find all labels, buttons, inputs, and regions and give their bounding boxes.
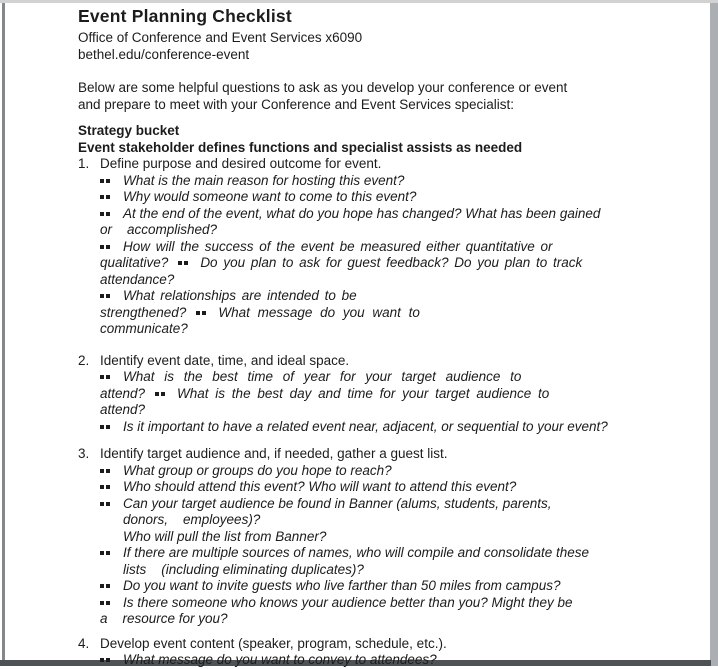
question-line xyxy=(100,402,702,419)
double-square-bullet-icon xyxy=(100,652,110,669)
double-square-bullet-icon xyxy=(100,369,110,386)
item-heading xyxy=(78,636,702,653)
question-text: Do you plan to ask for guest feedback? Do you plan to track xyxy=(200,255,583,270)
double-square-bullet-icon xyxy=(196,305,206,322)
question-line xyxy=(100,321,702,338)
question-text: What relationships are intended to be xyxy=(123,288,357,303)
question-line xyxy=(100,272,702,289)
item-number: 3. xyxy=(78,446,90,461)
square-glyph xyxy=(161,392,165,396)
question-text: attend? xyxy=(100,385,146,401)
square-glyph xyxy=(100,425,104,429)
square-glyph xyxy=(100,502,104,506)
square-glyph xyxy=(196,311,200,315)
question-text: What is the main reason for hosting this event? xyxy=(123,172,405,188)
square-glyph xyxy=(106,551,110,555)
square-glyph xyxy=(100,601,104,605)
question-line xyxy=(100,578,702,595)
square-glyph xyxy=(100,212,104,216)
intro-line-2: and prepare to meet with your Conference and Event Services specialist: xyxy=(78,96,514,112)
question-line xyxy=(100,288,702,305)
double-square-bullet-icon xyxy=(100,288,110,305)
question-text: communicate? xyxy=(100,321,188,336)
question-line xyxy=(100,222,702,239)
question-line xyxy=(100,369,702,386)
checklist-item xyxy=(78,636,702,669)
square-glyph xyxy=(100,375,104,379)
item-number: 2. xyxy=(78,352,90,368)
square-glyph xyxy=(100,245,104,249)
strategy-heading: Strategy bucket xyxy=(78,123,180,138)
square-glyph xyxy=(106,601,110,605)
question-text: What is the best time of year for your target audience to xyxy=(123,369,522,384)
question-text: What is the best day and time for your target audience to xyxy=(177,385,550,401)
double-square-bullet-icon xyxy=(100,496,110,513)
question-text: Is there someone who knows your audience better than you? Might they be xyxy=(123,594,573,610)
question-line xyxy=(123,529,702,546)
square-glyph xyxy=(100,485,104,489)
double-square-bullet-icon xyxy=(100,545,110,562)
office-line: Office of Conference and Event Services x6090 xyxy=(78,30,363,45)
question-line xyxy=(100,305,702,322)
square-glyph xyxy=(178,261,182,265)
double-square-bullet-icon xyxy=(100,595,110,612)
square-glyph xyxy=(100,658,104,662)
item-number: 1. xyxy=(78,156,90,171)
question-text: strengthened? xyxy=(100,304,187,320)
question-text: or accomplished? xyxy=(100,222,218,237)
square-glyph xyxy=(106,502,110,506)
question-text: attend? xyxy=(100,402,146,417)
square-glyph xyxy=(106,469,110,473)
intro-paragraph xyxy=(78,80,702,113)
question-line xyxy=(100,611,702,628)
double-square-bullet-icon xyxy=(178,255,188,272)
question-text: Do you want to invite guests who live farther than 50 miles from campus? xyxy=(123,578,561,593)
double-square-bullet-icon xyxy=(100,239,110,256)
question-text: qualitative? xyxy=(100,255,169,270)
item-number: 4. xyxy=(78,635,90,651)
question-line xyxy=(100,206,702,223)
square-glyph xyxy=(106,584,110,588)
question-line xyxy=(100,255,702,272)
strategy-subheading: Event stakeholder defines functions and specialist assists as needed xyxy=(78,139,523,155)
question-line xyxy=(100,386,702,403)
double-square-bullet-icon xyxy=(100,189,110,206)
checklist xyxy=(78,156,702,669)
double-square-bullet-icon xyxy=(100,173,110,190)
square-glyph xyxy=(155,392,159,396)
item-heading xyxy=(78,353,702,370)
question-line xyxy=(100,652,702,669)
question-line xyxy=(123,512,702,529)
question-text: Is it important to have a related event near, adjacent, or sequential to your event? xyxy=(123,418,608,434)
double-square-bullet-icon xyxy=(100,578,110,595)
question-text: Can your target audience be found in Banner (alums, students, parents, xyxy=(123,495,552,511)
double-square-bullet-icon xyxy=(100,463,110,480)
square-glyph xyxy=(100,195,104,199)
question-line xyxy=(100,496,702,513)
checklist-item xyxy=(78,156,702,338)
document-page xyxy=(78,5,702,669)
question-text: What message do you want to convey to attendees? xyxy=(123,652,437,667)
question-text: a resource for you? xyxy=(100,611,228,626)
question-line xyxy=(123,562,702,579)
question-text: lists (including eliminating duplicates)? xyxy=(123,561,364,577)
intro-line-1: Below are some helpful questions to ask as you develop your conference or event xyxy=(78,80,568,95)
double-square-bullet-icon xyxy=(100,479,110,496)
square-glyph xyxy=(100,551,104,555)
page-edge-right xyxy=(710,3,718,666)
double-square-bullet-icon xyxy=(155,386,165,403)
item-heading xyxy=(78,446,702,463)
item-title: Identify event date, time, and ideal space. xyxy=(100,352,350,368)
question-text: If there are multiple sources of names, who will compile and consolidate these xyxy=(123,545,589,560)
question-line xyxy=(100,463,702,480)
question-text: Why would someone want to come to this event? xyxy=(123,189,417,204)
page-edge-top xyxy=(0,0,718,3)
double-square-bullet-icon xyxy=(100,419,110,436)
question-line xyxy=(100,595,702,612)
question-text: At the end of the event, what do you hope has changed? What has been gained xyxy=(123,205,601,221)
question-line xyxy=(100,419,702,436)
square-glyph xyxy=(106,294,110,298)
url-line: bethel.edu/conference-event xyxy=(78,46,250,62)
strategy-section-header xyxy=(78,123,702,156)
square-glyph xyxy=(106,179,110,183)
question-text: Who should attend this event? Who will want to attend this event? xyxy=(123,479,517,494)
square-glyph xyxy=(106,485,110,489)
square-glyph xyxy=(106,245,110,249)
checklist-item xyxy=(78,353,702,436)
square-glyph xyxy=(106,375,110,379)
question-line xyxy=(100,239,702,256)
square-glyph xyxy=(184,261,188,265)
question-text: What message do you want to xyxy=(218,304,420,320)
question-line xyxy=(100,189,702,206)
question-text: Who will pull the list from Banner? xyxy=(123,528,327,544)
question-text: donors, employees)? xyxy=(123,512,261,527)
question-text: What group or groups do you hope to reach? xyxy=(123,462,392,478)
square-glyph xyxy=(100,584,104,588)
square-glyph xyxy=(106,212,110,216)
question-line xyxy=(100,173,702,190)
item-heading xyxy=(78,156,702,173)
document-title: Event Planning Checklist xyxy=(78,6,292,26)
item-title: Develop event content (speaker, program, schedule, etc.). xyxy=(100,635,447,651)
square-glyph xyxy=(106,425,110,429)
question-text: attendance? xyxy=(100,271,175,287)
square-glyph xyxy=(100,294,104,298)
square-glyph xyxy=(100,469,104,473)
square-glyph xyxy=(202,311,206,315)
square-glyph xyxy=(106,195,110,199)
question-text: How will the success of the event be measured either quantitative or xyxy=(123,238,553,254)
page-edge-left xyxy=(2,3,5,666)
item-title: Define purpose and desired outcome for event. xyxy=(100,156,382,171)
question-line xyxy=(100,545,702,562)
square-glyph xyxy=(106,658,110,662)
checklist-item xyxy=(78,446,702,628)
item-title: Identify target audience and, if needed, gather a guest list. xyxy=(100,446,448,461)
question-line xyxy=(100,479,702,496)
square-glyph xyxy=(100,179,104,183)
double-square-bullet-icon xyxy=(100,206,110,223)
